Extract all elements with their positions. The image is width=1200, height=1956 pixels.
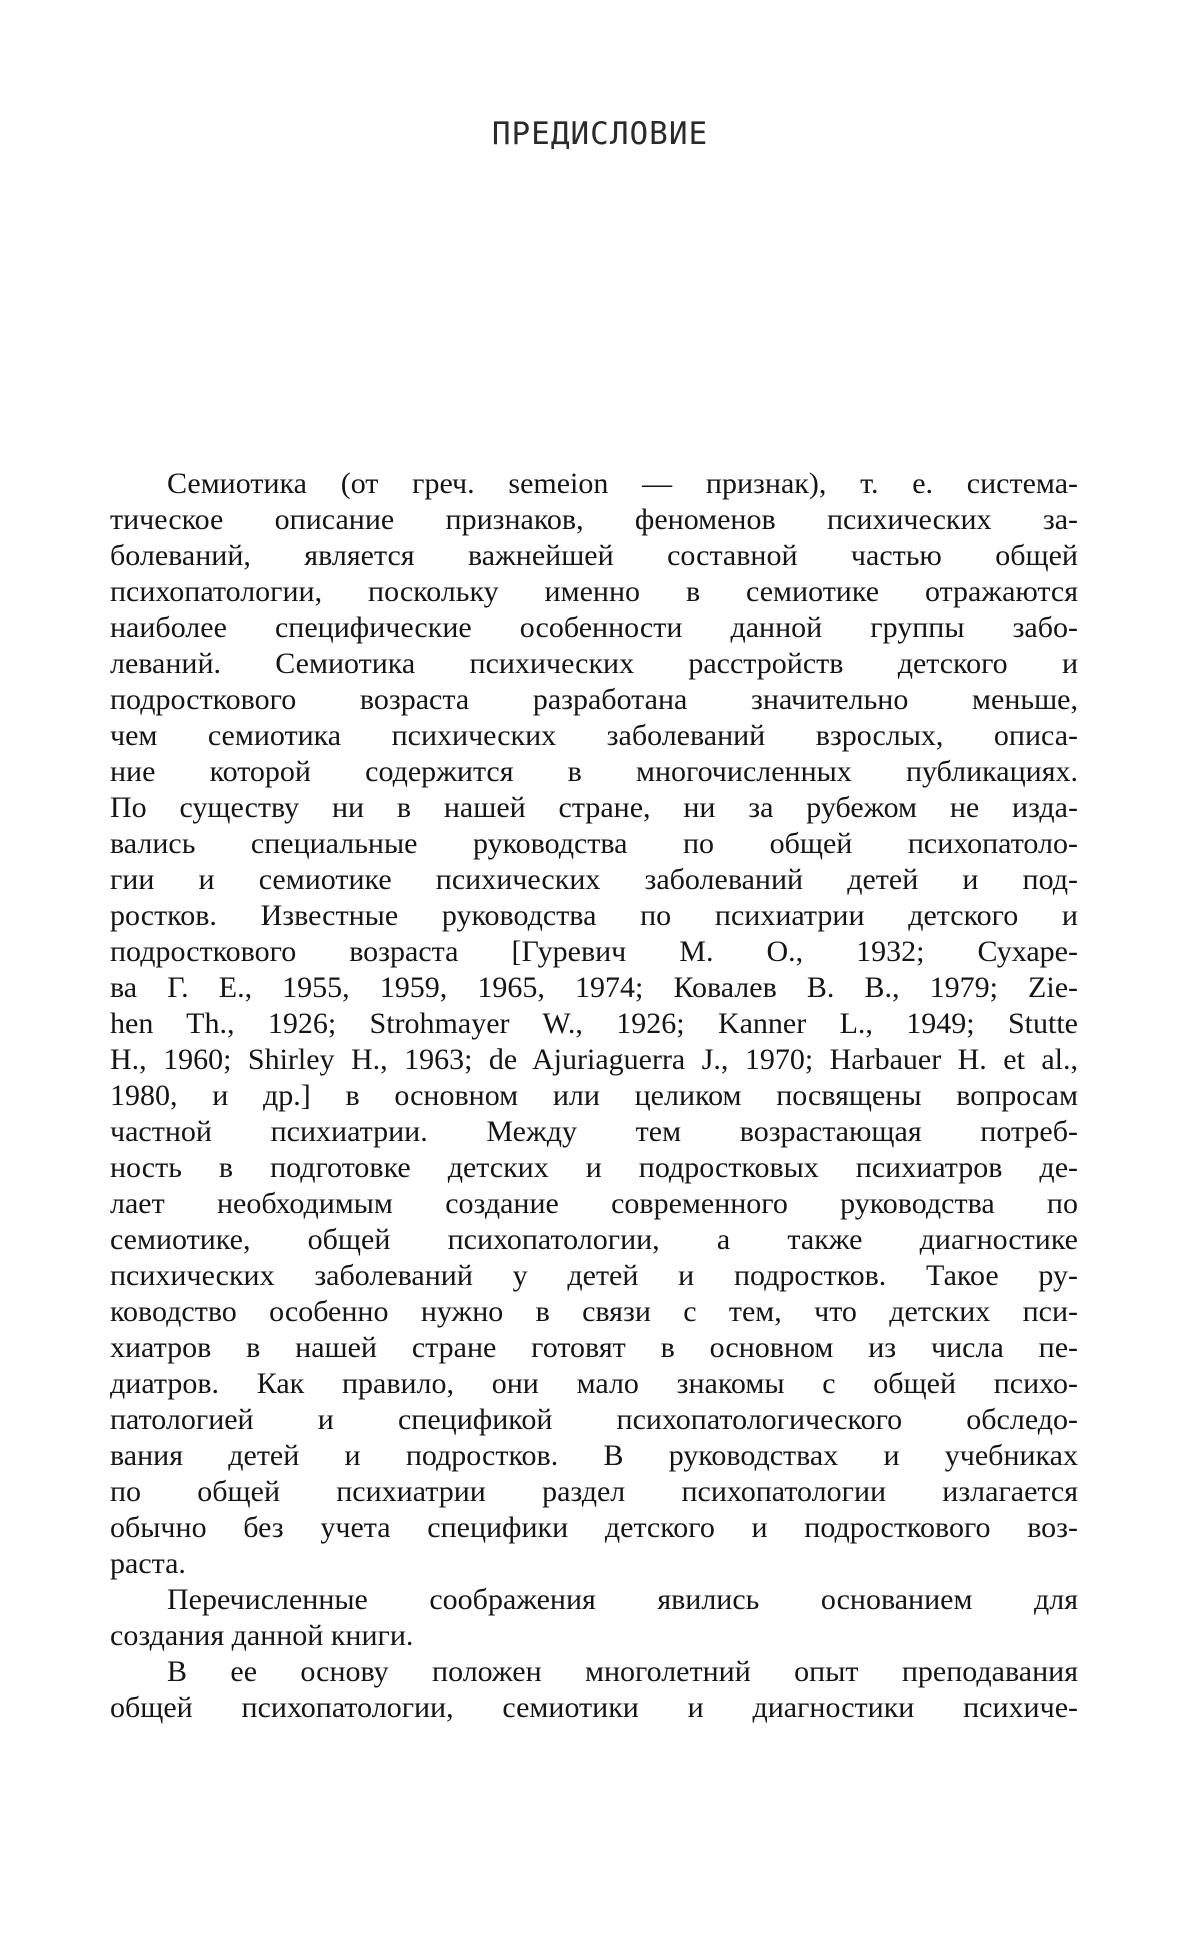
- text-line: Перечисленные соображения явились основанием для: [167, 1583, 1078, 1616]
- text-line: H., 1960; Shirley H., 1963; de Ajuriaguerra J., 1970; Harbauer H. et al.,: [110, 1043, 1078, 1076]
- text-line: ние которой содержится в многочисленных публикациях.: [110, 755, 1078, 788]
- text-line: чем семиотика психических заболеваний взрослых, описа-: [110, 719, 1078, 752]
- body-text: [110, 466, 1078, 1726]
- text-line: подросткового возраста разработана значительно меньше,: [110, 683, 1078, 716]
- text-line: по общей психиатрии раздел психопатологии излагается: [110, 1475, 1078, 1508]
- text-line: вались специальные руководства по общей психопатоло-: [110, 827, 1078, 860]
- text-line: гии и семиотике психических заболеваний детей и под-: [110, 863, 1078, 896]
- text-line: леваний. Семиотика психических расстройств детского и: [110, 647, 1078, 680]
- text-line: ность в подготовке детских и подростковых психиатров де-: [110, 1151, 1078, 1184]
- text-line: хиатров в нашей стране готовят в основном из числа пе-: [110, 1331, 1078, 1364]
- text-line: Семиотика (от греч. semeion — признак), т. е. система-: [167, 467, 1078, 500]
- text-line: hen Th., 1926; Strohmayer W., 1926; Kanner L., 1949; Stutte: [110, 1007, 1078, 1040]
- text-line: частной психиатрии. Между тем возрастающая потреб-: [110, 1115, 1078, 1148]
- text-line: В ее основу положен многолетний опыт преподавания: [167, 1655, 1078, 1688]
- text-line: По существу ни в нашей стране, ни за рубежом не изда-: [110, 791, 1078, 824]
- text-line: тическое описание признаков, феноменов психических за-: [110, 503, 1078, 536]
- text-line: вания детей и подростков. В руководствах и учебниках: [110, 1439, 1078, 1472]
- text-line: семиотике, общей психопатологии, а также диагностике: [110, 1223, 1078, 1256]
- text-line: диатров. Как правило, они мало знакомы с общей психо-: [110, 1367, 1078, 1400]
- text-line: создания данной книги.: [110, 1619, 414, 1652]
- text-line: обычно без учета специфики детского и подросткового воз-: [110, 1511, 1078, 1544]
- text-line: лает необходимым создание современного руководства по: [110, 1187, 1078, 1220]
- text-line: общей психопатологии, семиотики и диагностики психиче-: [110, 1691, 1078, 1724]
- page-title: ПРЕДИСЛОВИЕ: [491, 116, 709, 152]
- text-line: ва Г. Е., 1955, 1959, 1965, 1974; Ковалев В. В., 1979; Zie-: [110, 971, 1078, 1004]
- text-line: психопатологии, поскольку именно в семиотике отражаются: [110, 575, 1078, 608]
- text-line: ководство особенно нужно в связи с тем, что детских пси-: [110, 1295, 1078, 1328]
- text-line: ростков. Известные руководства по психиатрии детского и: [110, 899, 1078, 932]
- text-line: болеваний, является важнейшей составной частью общей: [110, 539, 1078, 572]
- text-line: подросткового возраста [Гуревич М. О., 1932; Сухаре-: [110, 935, 1078, 968]
- text-line: раста.: [110, 1547, 186, 1580]
- text-line: патологией и спецификой психопатологического обследо-: [110, 1403, 1078, 1436]
- text-line: наиболее специфические особенности данной группы забо-: [110, 611, 1078, 644]
- text-line: психических заболеваний у детей и подростков. Такое ру-: [110, 1259, 1078, 1292]
- text-line: 1980, и др.] в основном или целиком посвящены вопросам: [110, 1079, 1078, 1112]
